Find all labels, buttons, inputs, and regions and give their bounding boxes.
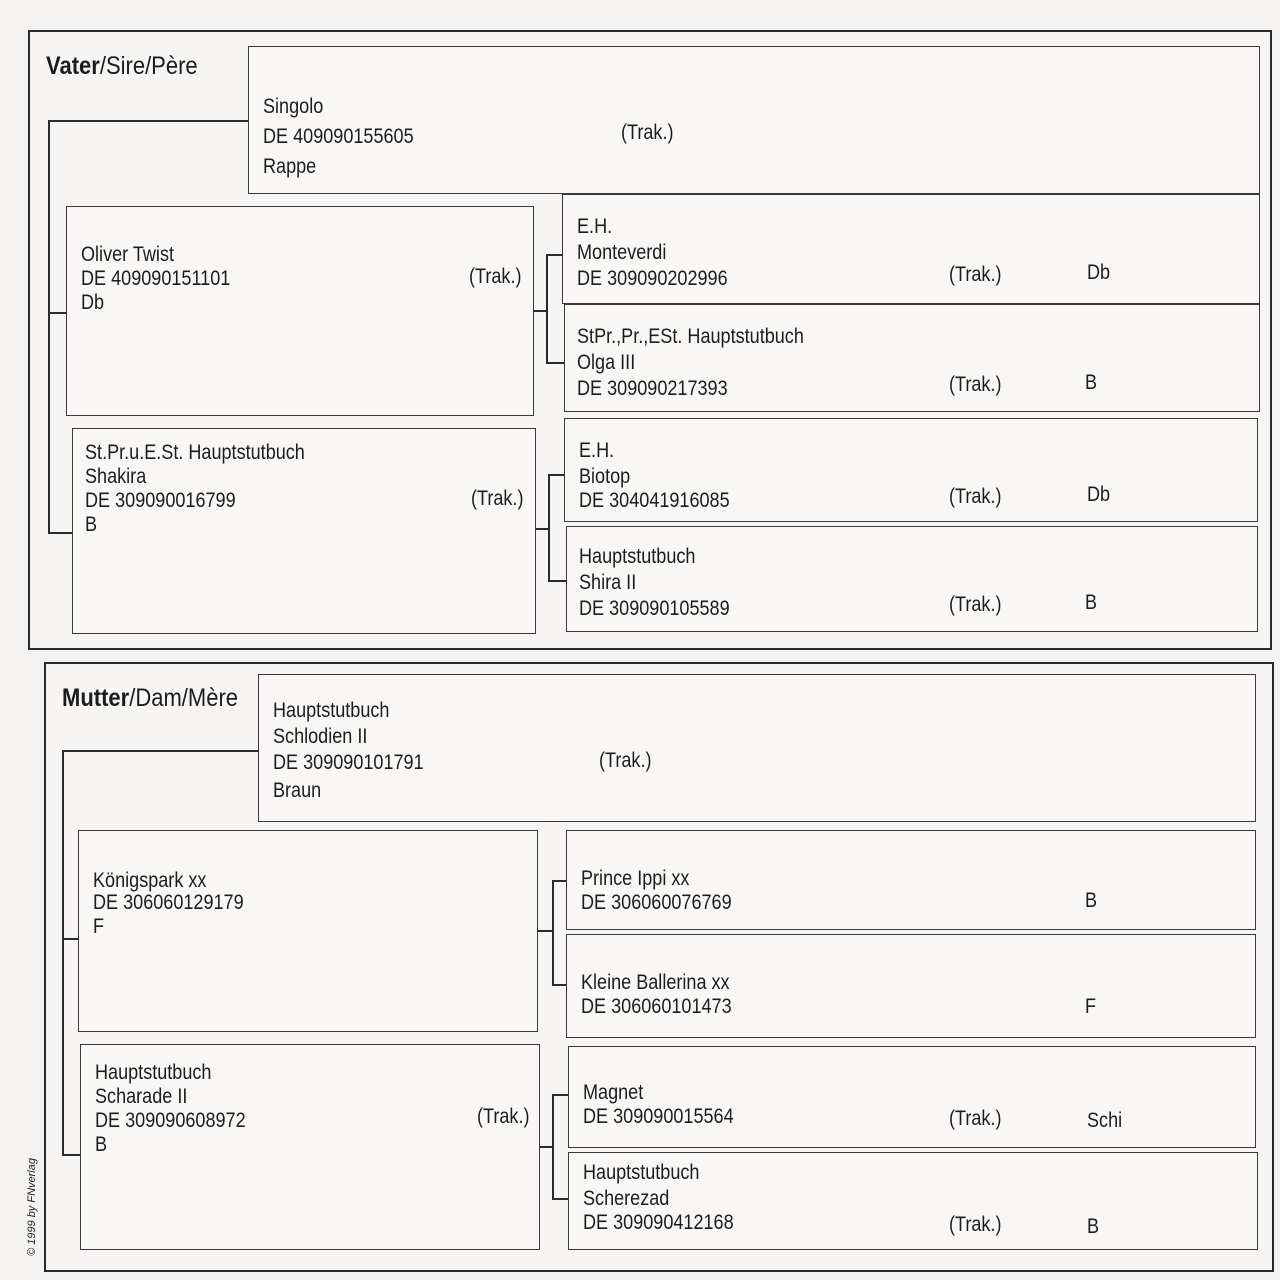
sire-dam-dam-box: [566, 526, 1258, 632]
horse-number: DE 309090202996: [577, 267, 728, 290]
horse-color: Rappe: [263, 155, 317, 178]
horse-color: F: [1085, 995, 1097, 1018]
horse-color: B: [1087, 1215, 1100, 1238]
horse-breed: (Trak.): [949, 1107, 1002, 1130]
horse-breed: (Trak.): [949, 485, 1002, 508]
pedigree-connector: [48, 120, 50, 534]
horse-color: Db: [81, 291, 105, 314]
horse-number: DE 306060076769: [581, 891, 732, 914]
horse-status: StPr.,Pr.,ESt. Hauptstutbuch: [577, 325, 804, 348]
sire-sire-box: [66, 206, 534, 416]
horse-breed: (Trak.): [469, 265, 522, 288]
pedigree-connector: [48, 532, 72, 534]
dam-dam-box: [80, 1044, 540, 1250]
pedigree-connector: [540, 1146, 552, 1148]
horse-breed: (Trak.): [949, 263, 1002, 286]
pedigree-connector: [548, 474, 564, 476]
horse-number: DE 409090155605: [263, 125, 414, 148]
sire-sire-dam-box: [564, 304, 1260, 412]
pedigree-connector: [48, 120, 248, 122]
sire-box: [248, 46, 1260, 194]
pedigree-connector: [546, 362, 566, 364]
horse-color: B: [95, 1133, 108, 1156]
horse-color: B: [1085, 889, 1098, 912]
pedigree-connector: [538, 930, 552, 932]
horse-breed: (Trak.): [949, 593, 1002, 616]
horse-status: St.Pr.u.E.St. Hauptstutbuch: [85, 441, 305, 464]
horse-number: DE 306060129179: [93, 891, 244, 914]
horse-color: B: [1085, 371, 1098, 394]
horse-name: Shira II: [579, 571, 637, 594]
horse-number: DE 309090101791: [273, 751, 424, 774]
horse-number: DE 309090608972: [95, 1109, 246, 1132]
horse-color: Schi: [1087, 1109, 1123, 1132]
pedigree-connector: [48, 312, 66, 314]
horse-breed: (Trak.): [477, 1105, 530, 1128]
sire-section-header: Vater/Sire/Père: [46, 52, 198, 80]
horse-status: E.H.: [577, 215, 613, 238]
pedigree-connector: [548, 580, 566, 582]
horse-name: Monteverdi: [577, 241, 667, 264]
pedigree-connector: [552, 1094, 568, 1096]
horse-number: DE 309090412168: [583, 1211, 734, 1234]
horse-name: Schlodien II: [273, 725, 368, 748]
pedigree-connector: [552, 1094, 554, 1200]
horse-status: Hauptstutbuch: [579, 545, 696, 568]
pedigree-connector: [546, 254, 548, 364]
horse-status: Hauptstutbuch: [583, 1161, 700, 1184]
horse-color: F: [93, 915, 105, 938]
dam-sire-dam-box: [566, 934, 1256, 1038]
dam-dam-sire-box: [568, 1046, 1256, 1148]
horse-breed: (Trak.): [949, 1213, 1002, 1236]
dam-dam-dam-box: [568, 1152, 1258, 1250]
horse-color: B: [85, 513, 98, 536]
horse-name: Olga III: [577, 351, 636, 374]
horse-breed: (Trak.): [471, 487, 524, 510]
pedigree-connector: [62, 938, 78, 940]
horse-color: B: [1085, 591, 1098, 614]
horse-number: DE 304041916085: [579, 489, 730, 512]
sire-dam-sire-box: [564, 418, 1258, 522]
pedigree-connector: [62, 750, 64, 1156]
horse-color: Db: [1087, 483, 1111, 506]
dam-box: [258, 674, 1256, 822]
horse-breed: (Trak.): [949, 373, 1002, 396]
dam-sire-box: [78, 830, 538, 1032]
pedigree-connector: [62, 1154, 80, 1156]
horse-color: Braun: [273, 779, 322, 802]
horse-name: Biotop: [579, 465, 631, 488]
horse-breed: (Trak.): [599, 749, 652, 772]
horse-breed: (Trak.): [621, 121, 674, 144]
pedigree-connector: [548, 474, 550, 582]
horse-name: Magnet: [583, 1081, 644, 1104]
horse-name: Scherezad: [583, 1187, 670, 1210]
horse-name: Königspark xx: [93, 869, 207, 892]
horse-number: DE 309090016799: [85, 489, 236, 512]
sire-dam-box: [72, 428, 536, 634]
horse-name: Scharade II: [95, 1085, 188, 1108]
horse-color: Db: [1087, 261, 1111, 284]
pedigree-connector: [62, 750, 258, 752]
horse-name: Oliver Twist: [81, 243, 175, 266]
horse-number: DE 409090151101: [81, 267, 231, 290]
pedigree-connector: [534, 310, 546, 312]
copyright-notice: © 1999 by FNverlag: [26, 1158, 38, 1256]
horse-number: DE 306060101473: [581, 995, 732, 1018]
horse-number: DE 309090105589: [579, 597, 730, 620]
horse-status: Hauptstutbuch: [95, 1061, 212, 1084]
horse-number: DE 309090217393: [577, 377, 728, 400]
pedigree-connector: [552, 880, 554, 986]
horse-name: Kleine Ballerina xx: [581, 971, 730, 994]
horse-name: Singolo: [263, 95, 324, 118]
horse-status: Hauptstutbuch: [273, 699, 390, 722]
horse-name: Shakira: [85, 465, 147, 488]
pedigree-connector: [536, 528, 548, 530]
horse-number: DE 309090015564: [583, 1105, 734, 1128]
horse-name: Prince Ippi xx: [581, 867, 690, 890]
sire-sire-sire-box: [562, 194, 1260, 304]
horse-status: E.H.: [579, 439, 615, 462]
dam-sire-sire-box: [566, 830, 1256, 930]
dam-section-header: Mutter/Dam/Mère: [62, 684, 239, 712]
